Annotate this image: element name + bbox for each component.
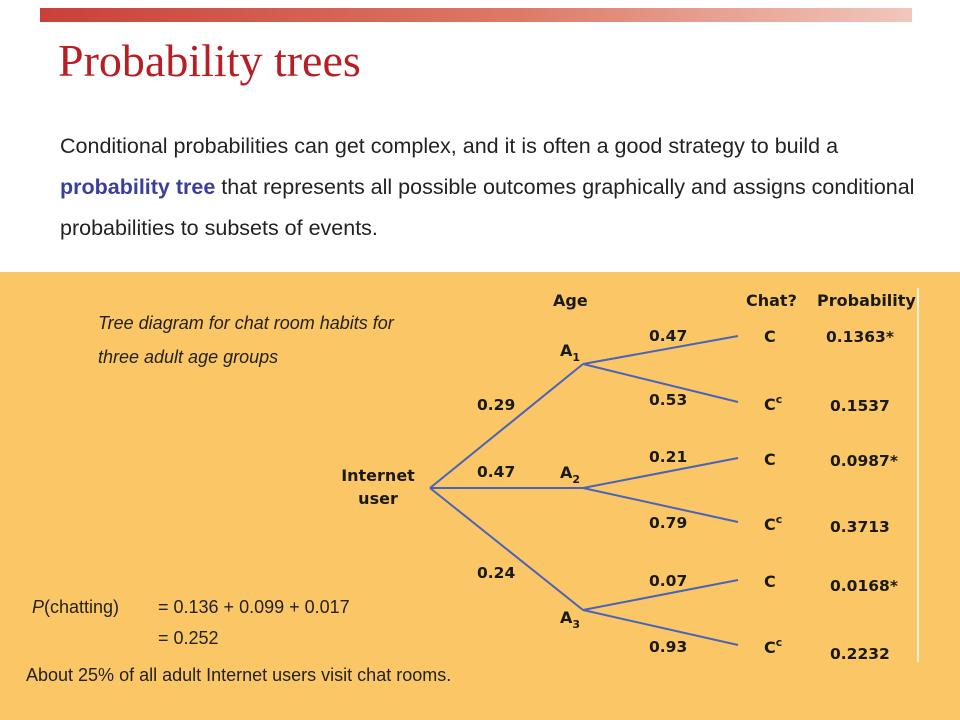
leaf-a3-c-label: C	[764, 572, 776, 591]
intro-text-1: Conditional probabilities can get complex, and it is often a good strategy to build a	[60, 134, 839, 158]
branch-prob-a3-c: 0.07	[649, 572, 688, 590]
branch-prob-a3: 0.24	[477, 564, 516, 582]
intro-highlight: probability tree	[60, 175, 216, 199]
node-a2-base: A	[560, 463, 573, 482]
slide-title: Probability trees	[58, 35, 361, 86]
calc-line-2: = 0.252	[158, 628, 219, 648]
calc-label	[32, 597, 119, 618]
joint-prob-a1-c: 0.1363*	[826, 328, 894, 346]
tree-caption: Tree diagram for chat room habits for three adult age groups	[98, 313, 394, 367]
leaf-a1-cc-sup: c	[775, 393, 783, 406]
node-a2	[560, 463, 580, 486]
leaf-a1-cc-label: C	[764, 395, 776, 414]
intro-text-2: that represents all possible outcomes graphically and assigns conditional probabilities to subsets of events.	[60, 175, 915, 240]
calc-line-1: = 0.136 + 0.099 + 0.017	[158, 597, 350, 617]
branch-prob-a1-c: 0.47	[649, 327, 688, 345]
leaf-a2-c	[764, 450, 776, 469]
header-probability: Probability	[817, 291, 916, 310]
joint-prob-a2-c: 0.0987*	[830, 452, 898, 470]
leaf-a1-cc	[764, 393, 782, 414]
leaf-a1-c	[764, 327, 776, 346]
node-a1-base: A	[560, 341, 573, 360]
branch-root-a3	[430, 488, 583, 610]
leaf-a2-cc-label: C	[764, 515, 776, 534]
joint-prob-a2-cc: 0.3713	[830, 518, 890, 536]
branch-prob-a2: 0.47	[477, 463, 516, 481]
leaf-a2-cc	[764, 513, 782, 534]
branch-prob-a2-cc: 0.79	[649, 514, 688, 532]
branch-prob-a2-c: 0.21	[649, 448, 688, 466]
node-a1-sub: 1	[572, 351, 581, 364]
leaf-a1-c-label: C	[764, 327, 776, 346]
leaf-a3-cc	[764, 636, 782, 657]
node-a3	[560, 608, 580, 631]
node-a3-sub: 3	[572, 618, 581, 631]
root-label-line2: user	[358, 489, 398, 508]
joint-prob-a1-cc: 0.1537	[830, 397, 890, 415]
header-age: Age	[553, 291, 588, 310]
calc-label-p: P	[32, 597, 45, 617]
branch-prob-a1: 0.29	[477, 396, 516, 414]
joint-prob-a3-c: 0.0168*	[830, 577, 898, 595]
calc-label-text: (chatting)	[44, 597, 120, 617]
node-a2-sub: 2	[572, 473, 581, 486]
node-a1	[560, 341, 580, 364]
branch-prob-a1-cc: 0.53	[649, 391, 688, 409]
node-a3-base: A	[560, 608, 573, 627]
header-chat: Chat?	[746, 291, 797, 310]
leaf-a3-c	[764, 572, 776, 591]
leaf-a2-c-label: C	[764, 450, 776, 469]
joint-prob-a3-cc: 0.2232	[830, 645, 890, 663]
leaf-a3-cc-label: C	[764, 638, 776, 657]
root-label-line1: Internet	[341, 466, 415, 485]
branch-prob-a3-cc: 0.93	[649, 638, 688, 656]
leaf-a2-cc-sup: c	[775, 513, 783, 526]
leaf-a3-cc-sup: c	[775, 636, 783, 649]
conclusion-text: About 25% of all adult Internet users visit chat rooms.	[26, 665, 452, 685]
